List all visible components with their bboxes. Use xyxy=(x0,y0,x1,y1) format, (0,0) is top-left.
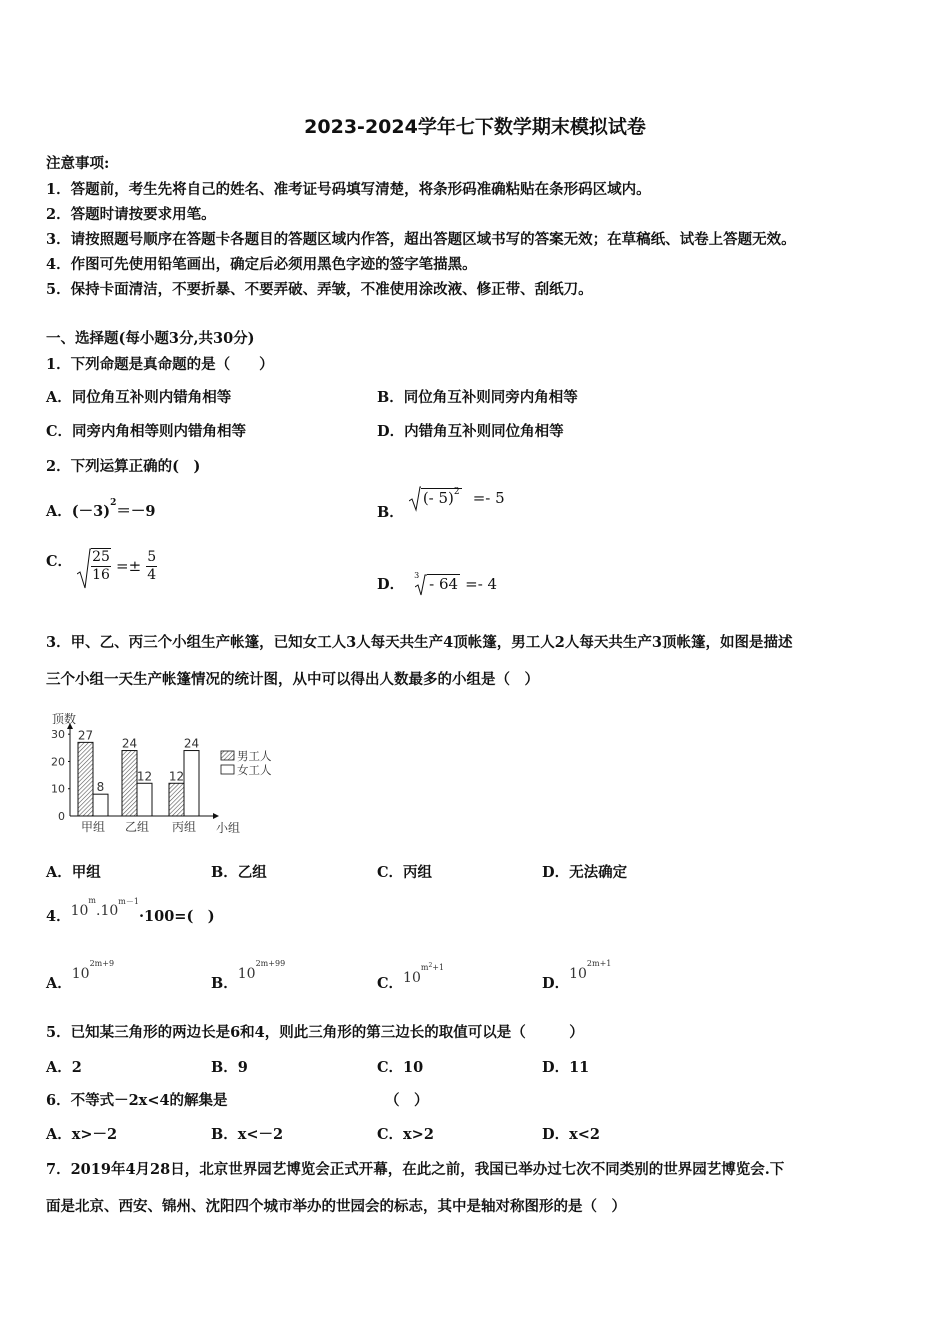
question-6-stem: 6．不等式－2x<4的解集是 xyxy=(46,1092,228,1109)
bar-value-label: 27 xyxy=(77,728,94,743)
bar-female-0 xyxy=(93,794,108,816)
option-label: C． xyxy=(377,975,404,992)
q5-option-c[interactable]: C．10 xyxy=(377,1059,424,1076)
sqrt-icon xyxy=(77,548,91,590)
y-tick-label: 0 xyxy=(58,810,65,823)
power-exponent: 2m+1 xyxy=(586,959,612,968)
question-6-answer-paren: （ ） xyxy=(385,1092,429,1109)
q3-option-b[interactable]: B．乙组 xyxy=(211,864,267,881)
q6-option-b[interactable]: B．x<－2 xyxy=(211,1126,284,1143)
cube-root-expression xyxy=(414,571,460,593)
q1-option-b[interactable]: B．同位角互补则同旁内角相等 xyxy=(377,389,578,406)
math-rest: ·100=( ) xyxy=(138,908,215,925)
y-tick-label: 10 xyxy=(51,782,65,796)
math-exponent: 2 xyxy=(110,498,117,508)
exponent-rest: +1 xyxy=(432,963,445,972)
question-number: 4． xyxy=(46,908,71,925)
option-label: D． xyxy=(377,576,405,593)
x-tick-label: 乙组 xyxy=(124,820,150,834)
power-base: 10 xyxy=(403,970,421,986)
legend-swatch-female xyxy=(221,765,234,774)
q2-option-b[interactable] xyxy=(377,486,505,521)
sqrt-inner: (- 5) xyxy=(422,489,454,507)
question-1-stem: 1．下列命题是真命题的是（ ） xyxy=(46,356,274,373)
math-rest: ＝－9 xyxy=(116,503,156,520)
fraction-numerator: 5 xyxy=(147,548,157,565)
power-exponent xyxy=(421,963,444,972)
power-base: 10 xyxy=(70,903,89,919)
section-heading: 一、选择题(每小题3分,共30分) xyxy=(46,330,255,347)
option-label: B． xyxy=(377,504,404,521)
power-exponent: m－1 xyxy=(118,897,139,906)
q2-option-d[interactable] xyxy=(377,573,497,594)
q5-option-a[interactable]: A．2 xyxy=(46,1059,82,1076)
power-exponent: 2m+99 xyxy=(255,959,286,968)
q3-option-d[interactable]: D．无法确定 xyxy=(542,864,628,881)
question-2-stem: 2．下列运算正确的( ) xyxy=(46,458,201,475)
bar-female-2 xyxy=(184,751,199,816)
fraction-numerator: 25 xyxy=(92,549,110,565)
power-base: 10 xyxy=(569,966,587,982)
option-label: A． xyxy=(46,503,72,520)
bar-value-label: 8 xyxy=(96,780,105,795)
bar-male-1 xyxy=(122,751,137,816)
legend-label-male: 男工人 xyxy=(237,749,272,763)
fraction-denominator: 16 xyxy=(92,567,110,583)
exponent-base: m xyxy=(420,963,429,972)
q4-option-d[interactable] xyxy=(542,959,612,992)
root-index: 3 xyxy=(414,571,420,580)
legend-swatch-male xyxy=(221,751,234,760)
math-base: (－3) xyxy=(71,503,111,520)
bar-male-2 xyxy=(169,783,184,816)
q1-option-c[interactable]: C．同旁内角相等则内错角相等 xyxy=(46,423,247,440)
sqrt-icon xyxy=(409,486,421,512)
bar-value-label: 24 xyxy=(183,736,200,751)
q1-option-d[interactable]: D．内错角互补则同位角相等 xyxy=(377,423,564,440)
x-tick-label: 丙组 xyxy=(171,820,197,834)
notice-heading: 注意事项: xyxy=(46,155,110,172)
math-rest: =± xyxy=(116,557,142,575)
q5-option-d[interactable]: D．11 xyxy=(542,1059,590,1076)
y-tick-label: 20 xyxy=(51,755,65,769)
q6-option-c[interactable]: C．x>2 xyxy=(377,1126,434,1143)
notice-item: 2．答题时请按要求用笔。 xyxy=(46,206,216,223)
bar-value-label: 12 xyxy=(168,769,185,784)
exponent-power: 2 xyxy=(428,962,433,969)
question-4-stem xyxy=(46,896,215,926)
q5-option-b[interactable]: B．9 xyxy=(211,1059,248,1076)
math-exponent: 2 xyxy=(453,487,460,497)
option-label: D． xyxy=(542,975,570,992)
sqrt-icon xyxy=(415,574,427,596)
q2-option-c[interactable] xyxy=(46,548,157,584)
dot: . xyxy=(96,903,101,919)
notice-item: 1．答题前，考生先将自己的姓名、准考证号码填写清楚，将条形码准确粘贴在条形码区域内。 xyxy=(46,181,651,198)
bar-female-1 xyxy=(137,783,152,816)
q4-option-c[interactable] xyxy=(377,962,445,992)
option-label: A． xyxy=(46,975,72,992)
math-rest: =- 5 xyxy=(472,489,505,507)
q6-option-d[interactable]: D．x<2 xyxy=(542,1126,600,1143)
bar-male-0 xyxy=(78,742,93,816)
question-5-stem: 5．已知某三角形的两边长是6和4，则此三角形的第三边长的取值可以是（ ） xyxy=(46,1024,584,1041)
question-3-stem-line2: 三个小组一天生产帐篷情况的统计图，从中可以得出人数最多的小组是（ ） xyxy=(46,671,539,688)
option-label: C． xyxy=(46,553,73,570)
q6-option-a[interactable]: A．x>－2 xyxy=(46,1126,118,1143)
question-7-stem-line2: 面是北京、西安、锦州、沈阳四个城市举办的世园会的标志，其中是轴对称图形的是（ ） xyxy=(46,1198,626,1215)
sqrt-expression xyxy=(77,548,111,584)
q3-option-a[interactable]: A．甲组 xyxy=(46,864,101,881)
option-label: B． xyxy=(211,975,238,992)
q1-option-a[interactable]: A．同位角互补则内错角相等 xyxy=(46,389,232,406)
x-tick-label: 甲组 xyxy=(80,820,106,834)
q3-option-c[interactable]: C．丙组 xyxy=(377,864,433,881)
power-base: 10 xyxy=(100,903,119,919)
bar-value-label: 12 xyxy=(136,769,153,784)
y-tick-label: 30 xyxy=(51,728,65,742)
fraction-denominator: 4 xyxy=(147,566,157,583)
sqrt-inner: - 64 xyxy=(429,575,459,593)
q2-option-a[interactable] xyxy=(46,500,155,521)
y-axis-label: 顶数 xyxy=(52,712,77,726)
x-axis-label: 小组 xyxy=(216,821,241,835)
notice-item: 3．请按照题号顺序在答题卡各题目的答题区域内作答，超出答题区域书写的答案无效；在草稿纸、试卷上答题无效。 xyxy=(46,231,796,248)
question-3-stem-line1: 3．甲、乙、丙三个小组生产帐篷，已知女工人3人每天共生产4顶帐篷，男工人2人每天共生产3顶帐篷，如图是描述 xyxy=(46,634,793,651)
math-rest: =- 4 xyxy=(465,575,498,593)
notice-item: 4．作图可先使用铅笔画出，确定后必须用黑色字迹的签字笔描黑。 xyxy=(46,256,477,273)
power-exponent: m xyxy=(88,896,97,905)
bar-value-label: 24 xyxy=(121,736,138,751)
legend-label-female: 女工人 xyxy=(237,763,272,777)
question-7-stem-line1: 7．2019年4月28日，北京世界园艺博览会正式开幕，在此之前，我国已举办过七次不同类别的世界园艺博览会.下 xyxy=(46,1161,785,1178)
q4-option-b[interactable] xyxy=(211,959,286,992)
sqrt-expression xyxy=(409,486,462,507)
q4-option-a[interactable] xyxy=(46,959,115,992)
power-base: 10 xyxy=(237,966,256,982)
bar-chart xyxy=(44,706,294,841)
page-title: 2023-2024学年七下数学期末模拟试卷 xyxy=(304,116,646,138)
power-exponent: 2m+9 xyxy=(89,959,115,968)
notice-item: 5．保持卡面清洁，不要折暴、不要弄破、弄皱，不准使用涂改液、修正带、刮纸刀。 xyxy=(46,281,593,298)
power-base: 10 xyxy=(71,966,90,982)
